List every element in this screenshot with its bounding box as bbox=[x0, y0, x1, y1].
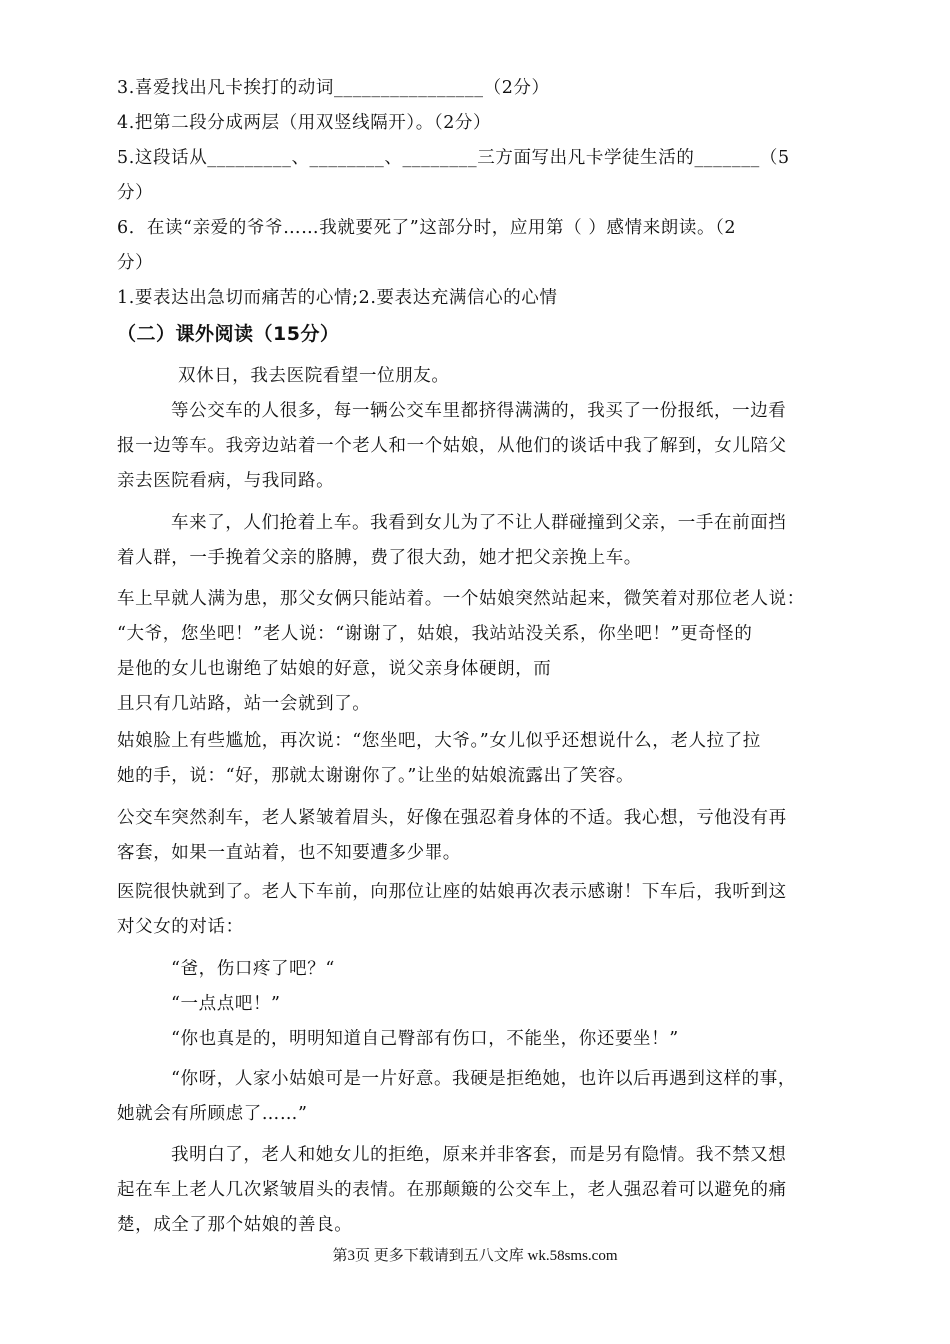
passage-line: 是他的女儿也谢绝了姑娘的好意，说父亲身体硬朗，而 bbox=[117, 659, 552, 679]
passage-line: 姑娘脸上有些尴尬，再次说：“您坐吧，大爷。”女儿似乎还想说什么，老人拉了拉 bbox=[117, 731, 761, 751]
passage-line: “一点点吧！” bbox=[171, 994, 281, 1014]
page-footer: 第3页 更多下载请到五八文库 wk.58sms.com bbox=[332, 1248, 618, 1264]
passage-line: 等公交车的人很多，每一辆公交车里都挤得满满的，我买了一份报纸，一边看 bbox=[171, 401, 787, 421]
passage-line: 公交车突然刹车，老人紧皱着眉头，好像在强忍着身体的不适。我心想，亏他没有再 bbox=[117, 808, 787, 828]
passage-line: 双休日，我去医院看望一位朋友。 bbox=[178, 366, 450, 386]
question-5-line-1: 5.这段话从_________、________、________三方面写出凡卡学徒生活的_______（5 bbox=[117, 148, 790, 168]
passage-line: 她的手，说：“好，那就太谢谢你了。”让坐的姑娘流露出了笑容。 bbox=[117, 766, 635, 786]
passage-line: “你也真是的，明明知道自己臀部有伤口，不能坐，你还要坐！” bbox=[171, 1029, 679, 1049]
question-6-options: 1.要表达出急切而痛苦的心情;2.要表达充满信心的心情 bbox=[117, 288, 558, 308]
passage-line: “大爷，您坐吧！”老人说：“谢谢了，姑娘，我站站没关系，你坐吧！”更奇怪的 bbox=[117, 624, 753, 644]
question-3: 3.喜爱找出凡卡挨打的动词________________（2分） bbox=[117, 78, 550, 98]
section-heading: （二）课外阅读（15分） bbox=[117, 323, 340, 345]
passage-line: 楚，成全了那个姑娘的善良。 bbox=[117, 1215, 353, 1235]
question-6-line-2: 分） bbox=[117, 253, 154, 273]
passage-line: 我明白了，老人和她女儿的拒绝，原来并非客套，而是另有隐情。我不禁又想 bbox=[171, 1145, 787, 1165]
passage-line: 车上早就人满为患，那父女俩只能站着。一个姑娘突然站起来，微笑着对那位老人说： bbox=[117, 589, 805, 609]
passage-line: 起在车上老人几次紧皱眉头的表情。在那颠簸的公交车上，老人强忍着可以避免的痛 bbox=[117, 1180, 787, 1200]
passage-line: “你呀，人家小姑娘可是一片好意。我硬是拒绝她，也许以后再遇到这样的事， bbox=[171, 1069, 796, 1089]
passage-line: 亲去医院看病，与我同路。 bbox=[117, 471, 335, 491]
passage-line: 车来了，人们抢着上车。我看到女儿为了不让人群碰撞到父亲，一手在前面挡 bbox=[171, 513, 787, 533]
question-6-line-1: 6．在读“亲爱的爷爷……我就要死了”这部分时，应用第（ ）感情来朗读。（2 bbox=[117, 218, 737, 238]
passage-line: 她就会有所顾虑了……” bbox=[117, 1104, 308, 1124]
passage-line: 且只有几站路，站一会就到了。 bbox=[117, 694, 371, 714]
passage-line: “爸，伤口疼了吧？“ bbox=[171, 959, 335, 979]
passage-line: 客套，如果一直站着，也不知要遭多少罪。 bbox=[117, 843, 461, 863]
passage-line: 着人群，一手挽着父亲的胳膊，费了很大劲，她才把父亲挽上车。 bbox=[117, 548, 642, 568]
passage-line: 报一边等车。我旁边站着一个老人和一个姑娘，从他们的谈话中我了解到，女儿陪父 bbox=[117, 436, 787, 456]
question-5-line-2: 分） bbox=[117, 183, 154, 203]
question-4: 4.把第二段分成两层（用双竖线隔开）。（2分） bbox=[117, 113, 492, 133]
passage-line: 医院很快就到了。老人下车前，向那位让座的姑娘再次表示感谢！下车后，我听到这 bbox=[117, 882, 787, 902]
passage-line: 对父女的对话： bbox=[117, 917, 244, 937]
